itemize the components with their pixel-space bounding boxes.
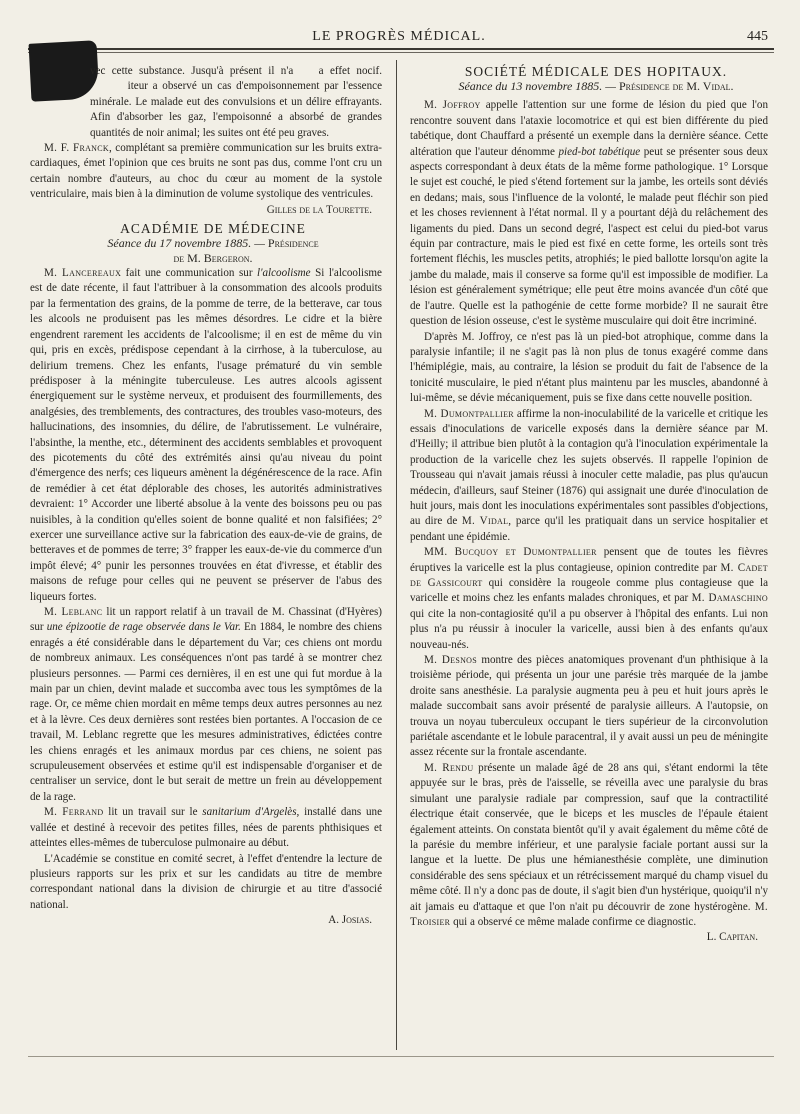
session-president-academie: de M. Bergeron.: [173, 251, 253, 266]
right-column: [410, 64, 768, 946]
left-column: [30, 64, 382, 929]
page-header: [28, 26, 770, 48]
header-rule: [28, 48, 774, 50]
page-number: 445: [747, 29, 768, 44]
paragraph-joffroy: M. Joffroy appelle l'attention sur une forme de lésion du pied que l'on rencontre souvent dans l'ataxie locomotrice et qui est bien différente du pied tabétique, dont Chauffard a présenté un exemple dans la dernière séance. Cette altération que l'auteur dénomme pied-bot tabétique peut se présenter sous deux aspects correspondant à deux états de la même forme pathologique. 1° Lorsque le sujet est couché, le pied s'étend fortement sur la jambe, les orteils sont déviés en dedans; mais, sous l'influence de la volonté, le malade peut fléchir son pied et les choses reviennent à l'état normal. Il y a pourtant déjà du relâchement des ligaments du pied. Dans un second degré, l'aspect est celui du pied-bot varus équin par contracture, mais le pied est fixé en cette forme, les orteils sont très fortement fléchis, les muscles petits, atrophiés; le pied ballotte lorsqu'on agite la jambe du malade, mais il conserve sa forme qu'il est impossible de modifier. La lésion est généralement symétrique; elle peut être moins avancée d'un côté que de l'autre. Quelle est la pathogénie de cette forme morbide? Il ne saurait être question de lésion osseuse, c'est le système musculaire qui doit être incriminé.: [410, 99, 769, 328]
signature-capitan: L. Capitan.: [706, 931, 758, 944]
running-title: LE PROGRÈS MÉDICAL.: [312, 29, 486, 44]
paragraph-rendu: M. Rendu présente un malade âgé de 28 ans qui, s'étant endormi la tête appuyée sur le bras, près de l'aisselle, se réveilla avec une paralysie du bras simulant une paralysie radiale par compression, sauf que la contractilité électrique était conservée, que le biceps et les muscles de l'épaule étaient également atteints. On constata bientôt qu'il y avait également du même côté de la parésie du membre inférieur, et une paralysie faciale portant aussi sur la langue et la luette. De plus une hémianesthésie complète, une diminution considérable des sens spéciaux et un rétrécissement marqué du champ visuel du même côté. Il n'y a donc pas de doute, il s'agit bien d'un hystérique, quoiqu'il n'y ait jamais eu d'attaque et que l'on n'ait pu découvrir de zone hystérogène. M. Troisier qui a observé ce même malade confirme ce diagnostic.: [410, 761, 768, 928]
paragraph-desnos: M. Desnos montre des pièces anatomiques provenant d'un phthisique à la troisième période, qui présenta un jour une parésie très marquée de la jambe droite sans anesthésie. La paralysie augmenta peu à peu et huit jours après le malade succombait sans avoir présenté de paralysie ailleurs. A l'autopsie, on trouva un noyau tuberculeux occupant le tiers supérieur de la circonvolution pariétale ascendante et le lobule paracentral, il y avait aussi un peu de méningite assez récente sur la frontale ascendante.: [410, 654, 768, 759]
paragraph-ferrand: M. Ferrand lit un travail sur le sanitarium d'Argelès, installé dans une vallée et destiné à recevoir des petites filles, nées de parents phthisiques et atteintes elles-mêmes de tuberculose pulmonaire au début.: [30, 806, 382, 850]
signature-gilles: Gilles de la Tourette.: [266, 203, 372, 216]
section-title-societe: SOCIÉTÉ MÉDICALE DES HOPITAUX.: [464, 64, 728, 79]
header-rule-thin: [28, 52, 774, 53]
footer-rule: [28, 1056, 774, 1057]
signature-josias: A. Josias.: [328, 914, 372, 927]
session-date-societe: Séance du 13 novembre 1885. — Présidence de M. Vidal.: [458, 79, 734, 94]
section-title-academie: ACADÉMIE DE MÉDECINE: [120, 220, 306, 236]
paragraph-joffroy-2: D'après M. Joffroy, ce n'est pas là un pied-bot atrophique, comme dans la paralysie infantile; il ne s'agit pas là non plus de tonus exagéré comme dans l'hémiplégie, mais, au contraire, la lésion se produit du fait de l'absence de la tonicité musculaire, le pied n'étant plus maintenu par les muscles, abandonné à lui-même, se dévie mécaniquement, puis se fixe dans cette nouvelle position.: [410, 330, 768, 405]
paragraph-essence-minerale: vec cette substance. Jusqu'à présent il n'a a effet nocif. iteur a observé un cas d'empoisonnement par l'essence minérale. Le malade eut des convulsions et un délire effrayants. Afin d'absorber les gaz, l'empoisonné a absorbé de grandes quantités de noir animal; les suites ont été peu graves.: [90, 65, 382, 139]
paragraph-leblanc: M. Leblanc lit un rapport relatif à un travail de M. Chassinat (d'Hyères) sur une épizootie de rage observée dans le Var. En 1884, le nombre des chiens enragés a été considérable dans le département du Var; ces chiens ont mordu de nombreux animaux. Les conséquences n'ont pas tardé à se montrer chez plusieurs personnes. — Parmi ces dernières, il en est une qui fut mordue à la main par un chien, devint malade et succomba avec tous les symptômes de la rage. Or, ce même chien mordait en même temps deux autres personnes au nez et à la lèvre. Ces deux dernières sont restées bien portantes. A l'occasion de ce travail, M. Leblanc regrette que les mesures administratives, édictées contre les chiens enragés et les animaux mordus par ces chiens, ne soient pas scrupuleusement observées et estime qu'il est indispensable d'organiser et de centraliser un service, dont le but serait de mettre un frein au développement de la rage.: [30, 606, 383, 803]
paragraph-franck: M. F. Franck, complétant sa première communication sur les bruits extra-cardiaques, émet l'opinion que ces bruits ne sont pas dus, comme l'ont cru un certain nombre d'auteurs, au choc du cœur au moment de la systole ventriculaire, mais bien à la diminution de volume systolique des ventricules. Gilles de la Tourette.: [30, 141, 382, 203]
paragraph-comite-secret: L'Académie se constitue en comité secret, à l'effet d'entendre la lecture de plusieurs rapports sur les prix et sur les candidats au titre de membre correspondant national dans la division de chirurgie et au titre d'associé national.: [30, 852, 382, 911]
column-divider: [396, 60, 397, 1050]
session-date-academie: Séance du 17 novembre 1885. — Présidence: [107, 236, 319, 251]
paragraph-dumontpallier: M. Dumontpallier affirme la non-inoculabilité de la varicelle et critique les essais d'inoculations de varicelle exposés dans la dernière séance par M. d'Heilly; il attribue bien plutôt à la contagion qu'à l'inoculation expérimentale la production de la varicelle chez les sujets observés. Il rappelle l'opinion de Trousseau qui n'avait jamais réussi à inoculer cette maladie, pas plus qu'aucun médecin, d'ailleurs, sauf Steiner (1876) qui assignait une durée d'inoculation de huit jours, mais dont les inoculations expérimentales sont passibles d'objections, au dire de M. Vidal, parce qu'il les pratiquait dans un service hospitalier et pendant une épidémie.: [410, 407, 769, 543]
paragraph-lancereaux: M. Lancereaux fait une communication sur l'alcoolisme Si l'alcoolisme est de date récente, il faut l'attribuer à la consommation des alcools produits par la fermentation des grains, de la pomme de terre, de la betterave, car tous les alcools ne produisent pas les mêmes désordres. Le cidre et la bière engendrent rarement les accidents de l'alcoolisme; il en est de même du vin qui, pris en excès, prédispose cependant à la cirrhose, à la tuberculose, au delirium tremens. Chez les enfants, l'usage prématuré du vin semble prédisposer à la méningite tuberculeuse. Les autres alcools agissent énergiquement sur le système nerveux, et produisent des fourmillements, des analgésies, des tremblements, des contractures, des troubles vaso-moteurs, des hallucinations, des insomnies, du délire, de l'abrutissement. Le vulnéraire, l'absinthe, la menthe, etc., déterminent des accidents semblables et provoquent des picotements du côté des extrémités ainsi qu'au niveau du point d'émergence des nerfs; ces liqueurs amènent la dégénérescence de la race. Afin de remédier à cet état déplorable des choses, les autorités administratives devraient: 1° Accorder une liberté absolue à la vente des boissons peu ou pas nuisibles, à la condition qu'elles soient de bonne qualité et non falsifiées; 2° exercer une surveillance active sur la fabrication des eaux-de-vie de grains, de betteraves et de pommes de terre; 3° frapper les eaux-de-vie du commerce d'un impôt élevé; 4° punir les personnes trouvées en état d'ivresse, et établir des maisons de refuge pour celles qui ne peuvent se préserver de l'abus des liqueurs fortes.: [30, 267, 382, 603]
paragraph-bucquoy: MM. Bucquoy et Dumontpallier pensent que de toutes les fièvres éruptives la varicelle est la plus contagieuse, opinion contredite par M. Cadet de Gassicourt qui considère la rougeole comme plus contagieuse que la varicelle et moins chez les enfants malades chroniques, et par M. Damaschino qui cite la non-contagiosité qu'il a pu observer à l'hôpital des enfants. Lui non plus n'a pu réussir à inoculer la varicelle, aussi bien à des enfants qu'aux nouveau-nés.: [410, 546, 768, 651]
author-name: M. F. Franck,: [44, 142, 113, 155]
